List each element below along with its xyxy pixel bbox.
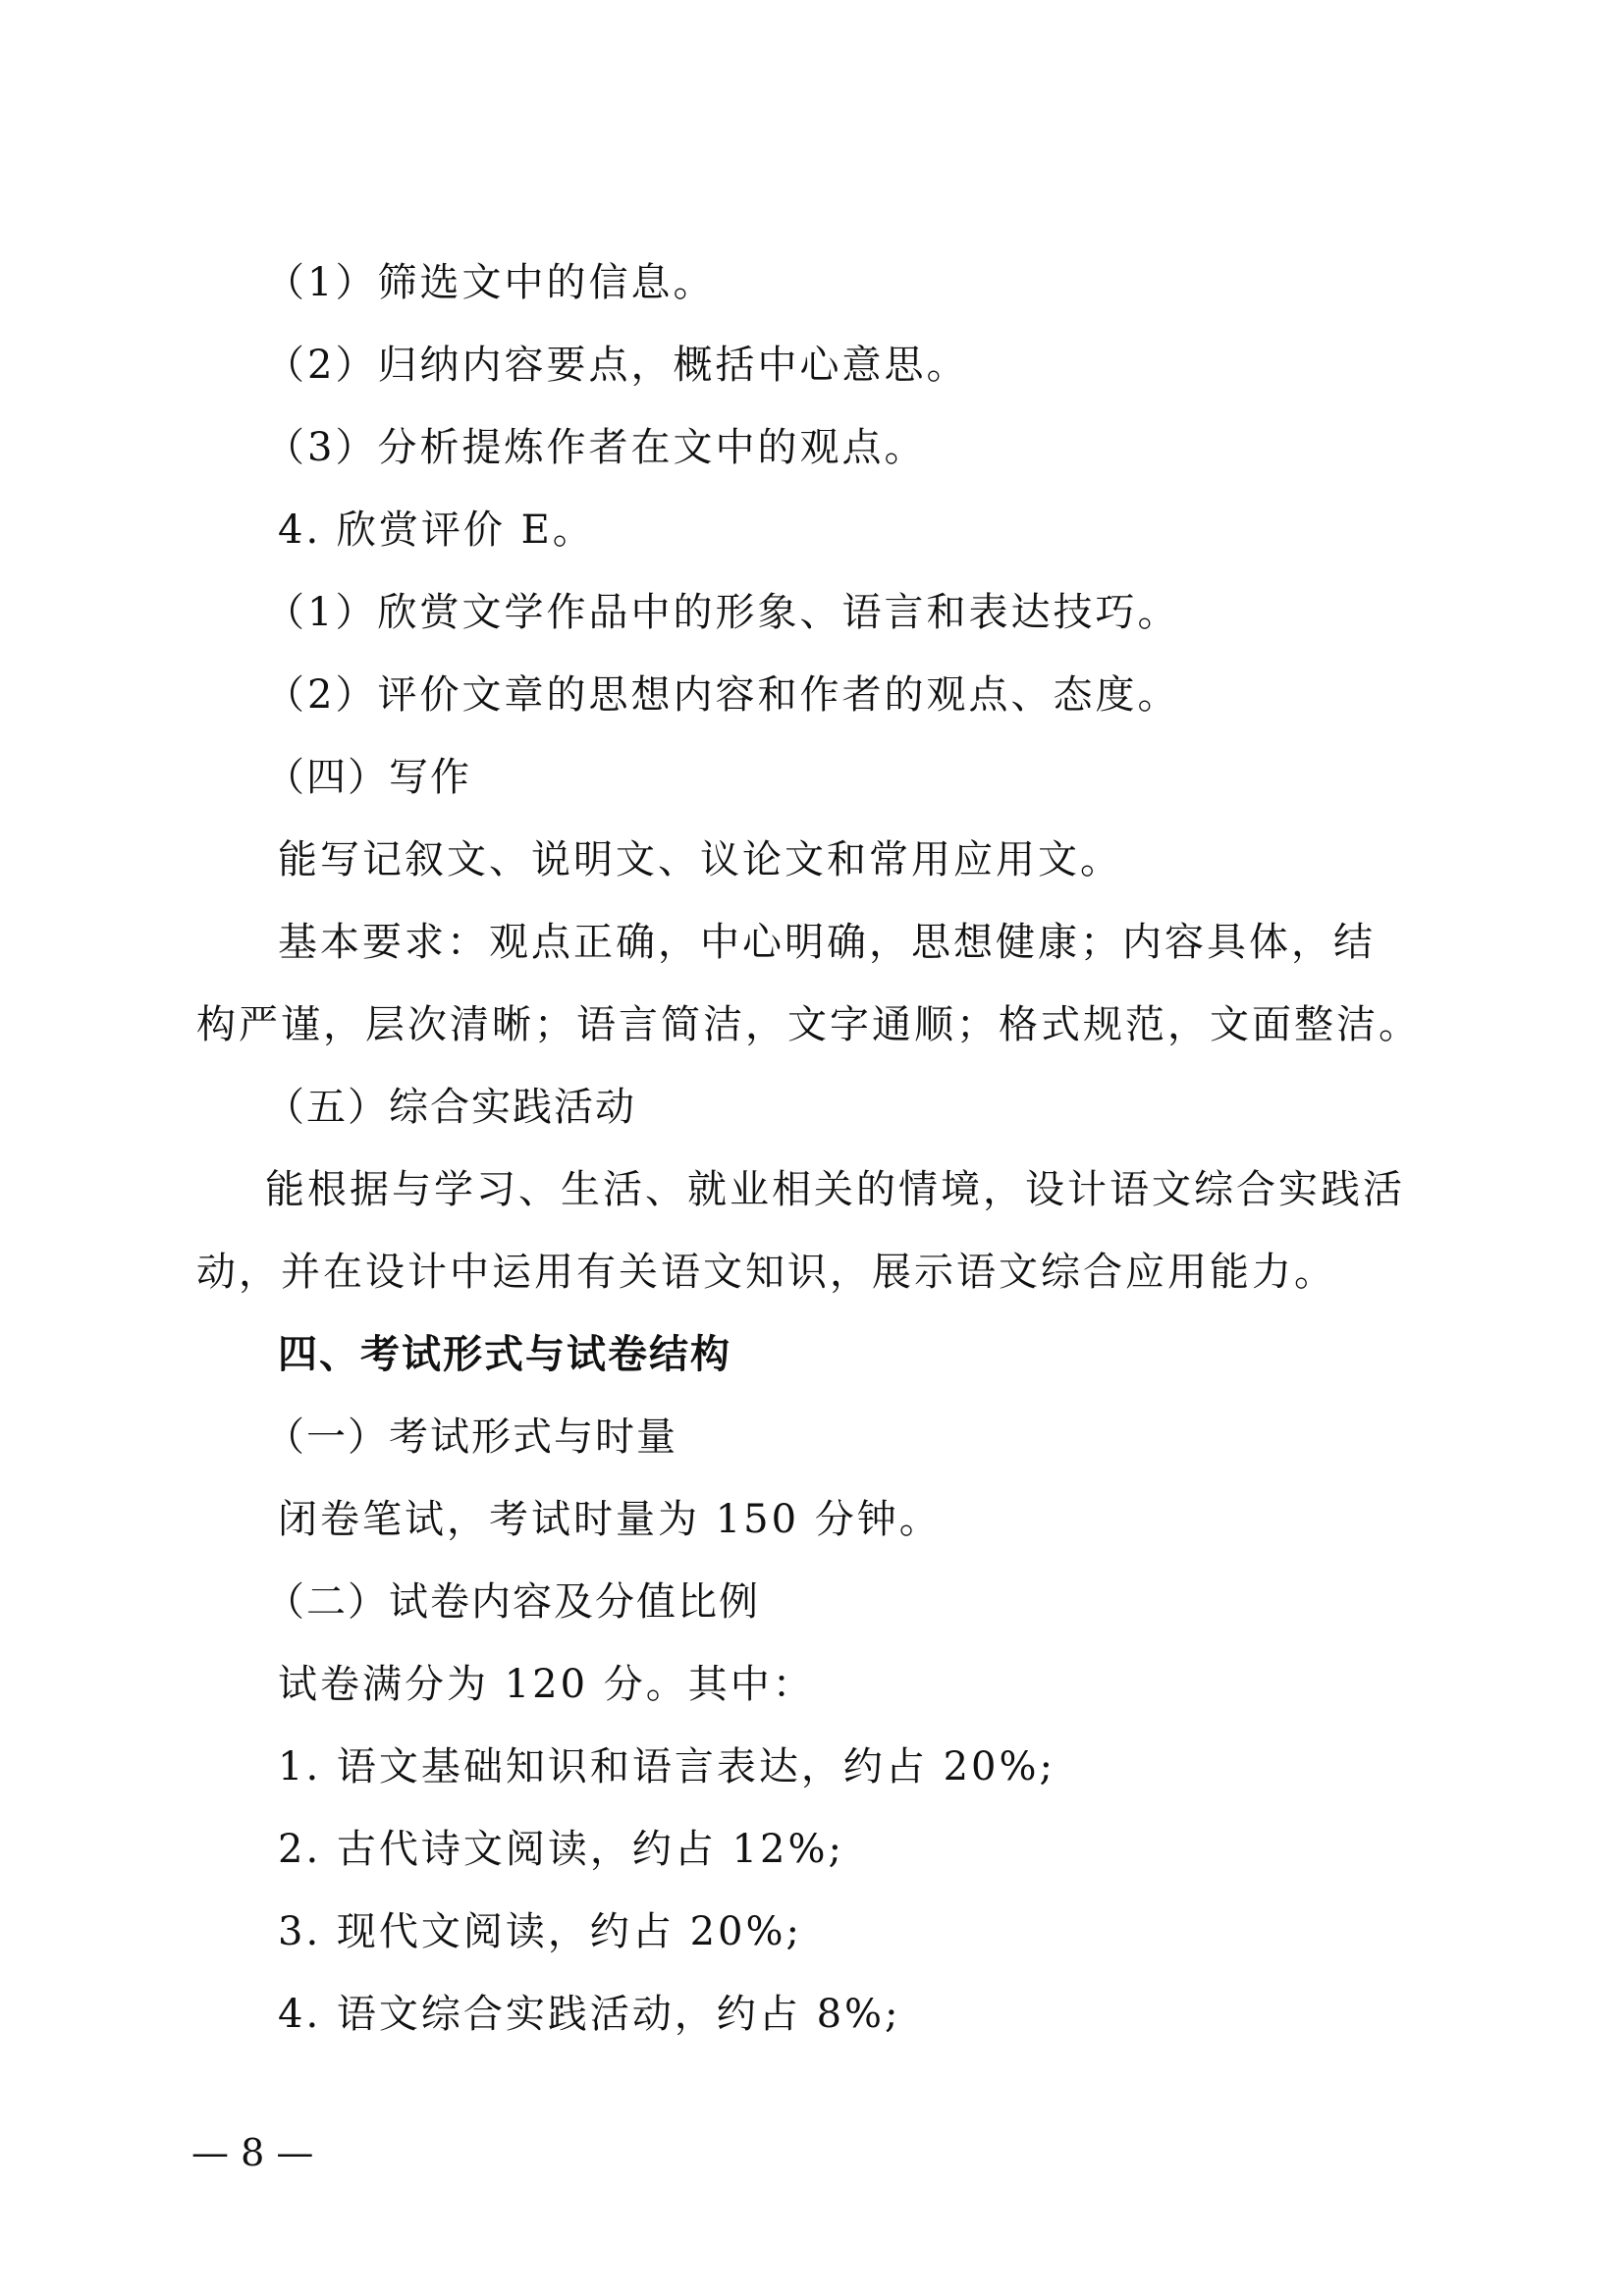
- paragraph-line: 基本要求：观点正确，中心明确，思想健康；内容具体，结: [278, 920, 1376, 965]
- paragraph-line: 能根据与学习、生活、就业相关的情境，设计语文综合实践活: [265, 1167, 1405, 1212]
- paragraph-line: 动，并在设计中运用有关语文知识，展示语文综合应用能力。: [196, 1250, 1336, 1295]
- list-item: 4. 欣赏评价 E。: [278, 507, 595, 553]
- list-item: 1. 语文基础知识和语言表达，约占 20%;: [278, 1744, 1056, 1789]
- list-item: （3）分析提炼作者在文中的观点。: [265, 425, 927, 470]
- section-heading: （二）试卷内容及分值比例: [265, 1579, 760, 1625]
- section-heading: （四）写作: [265, 755, 471, 800]
- list-item: （2）归纳内容要点，概括中心意思。: [265, 343, 969, 388]
- page-number: — 8 —: [191, 2131, 314, 2174]
- chapter-heading: 四、考试形式与试卷结构: [278, 1331, 731, 1377]
- paragraph-line: 能写记叙文、说明文、议论文和常用应用文。: [278, 837, 1122, 882]
- paragraph-line: 构严谨，层次清晰；语言简洁，文字通顺；格式规范，文面整洁。: [196, 1002, 1421, 1047]
- list-item: （1）欣赏文学作品中的形象、语言和表达技巧。: [265, 590, 1180, 635]
- list-item: 2. 古代诗文阅读，约占 12%;: [278, 1827, 844, 1872]
- paragraph-line: 试卷满分为 120 分。其中：: [278, 1662, 815, 1707]
- list-item: 4. 语文综合实践活动，约占 8%;: [278, 1992, 901, 2037]
- list-item: （2）评价文章的思想内容和作者的观点、态度。: [265, 672, 1180, 718]
- list-item: （1）筛选文中的信息。: [265, 260, 716, 305]
- paragraph-line: 闭卷笔试，考试时量为 150 分钟。: [278, 1497, 942, 1542]
- section-heading: （五）综合实践活动: [265, 1085, 636, 1130]
- section-heading: （一）考试形式与时量: [265, 1415, 677, 1460]
- list-item: 3. 现代文阅读，约占 20%;: [278, 1909, 802, 1954]
